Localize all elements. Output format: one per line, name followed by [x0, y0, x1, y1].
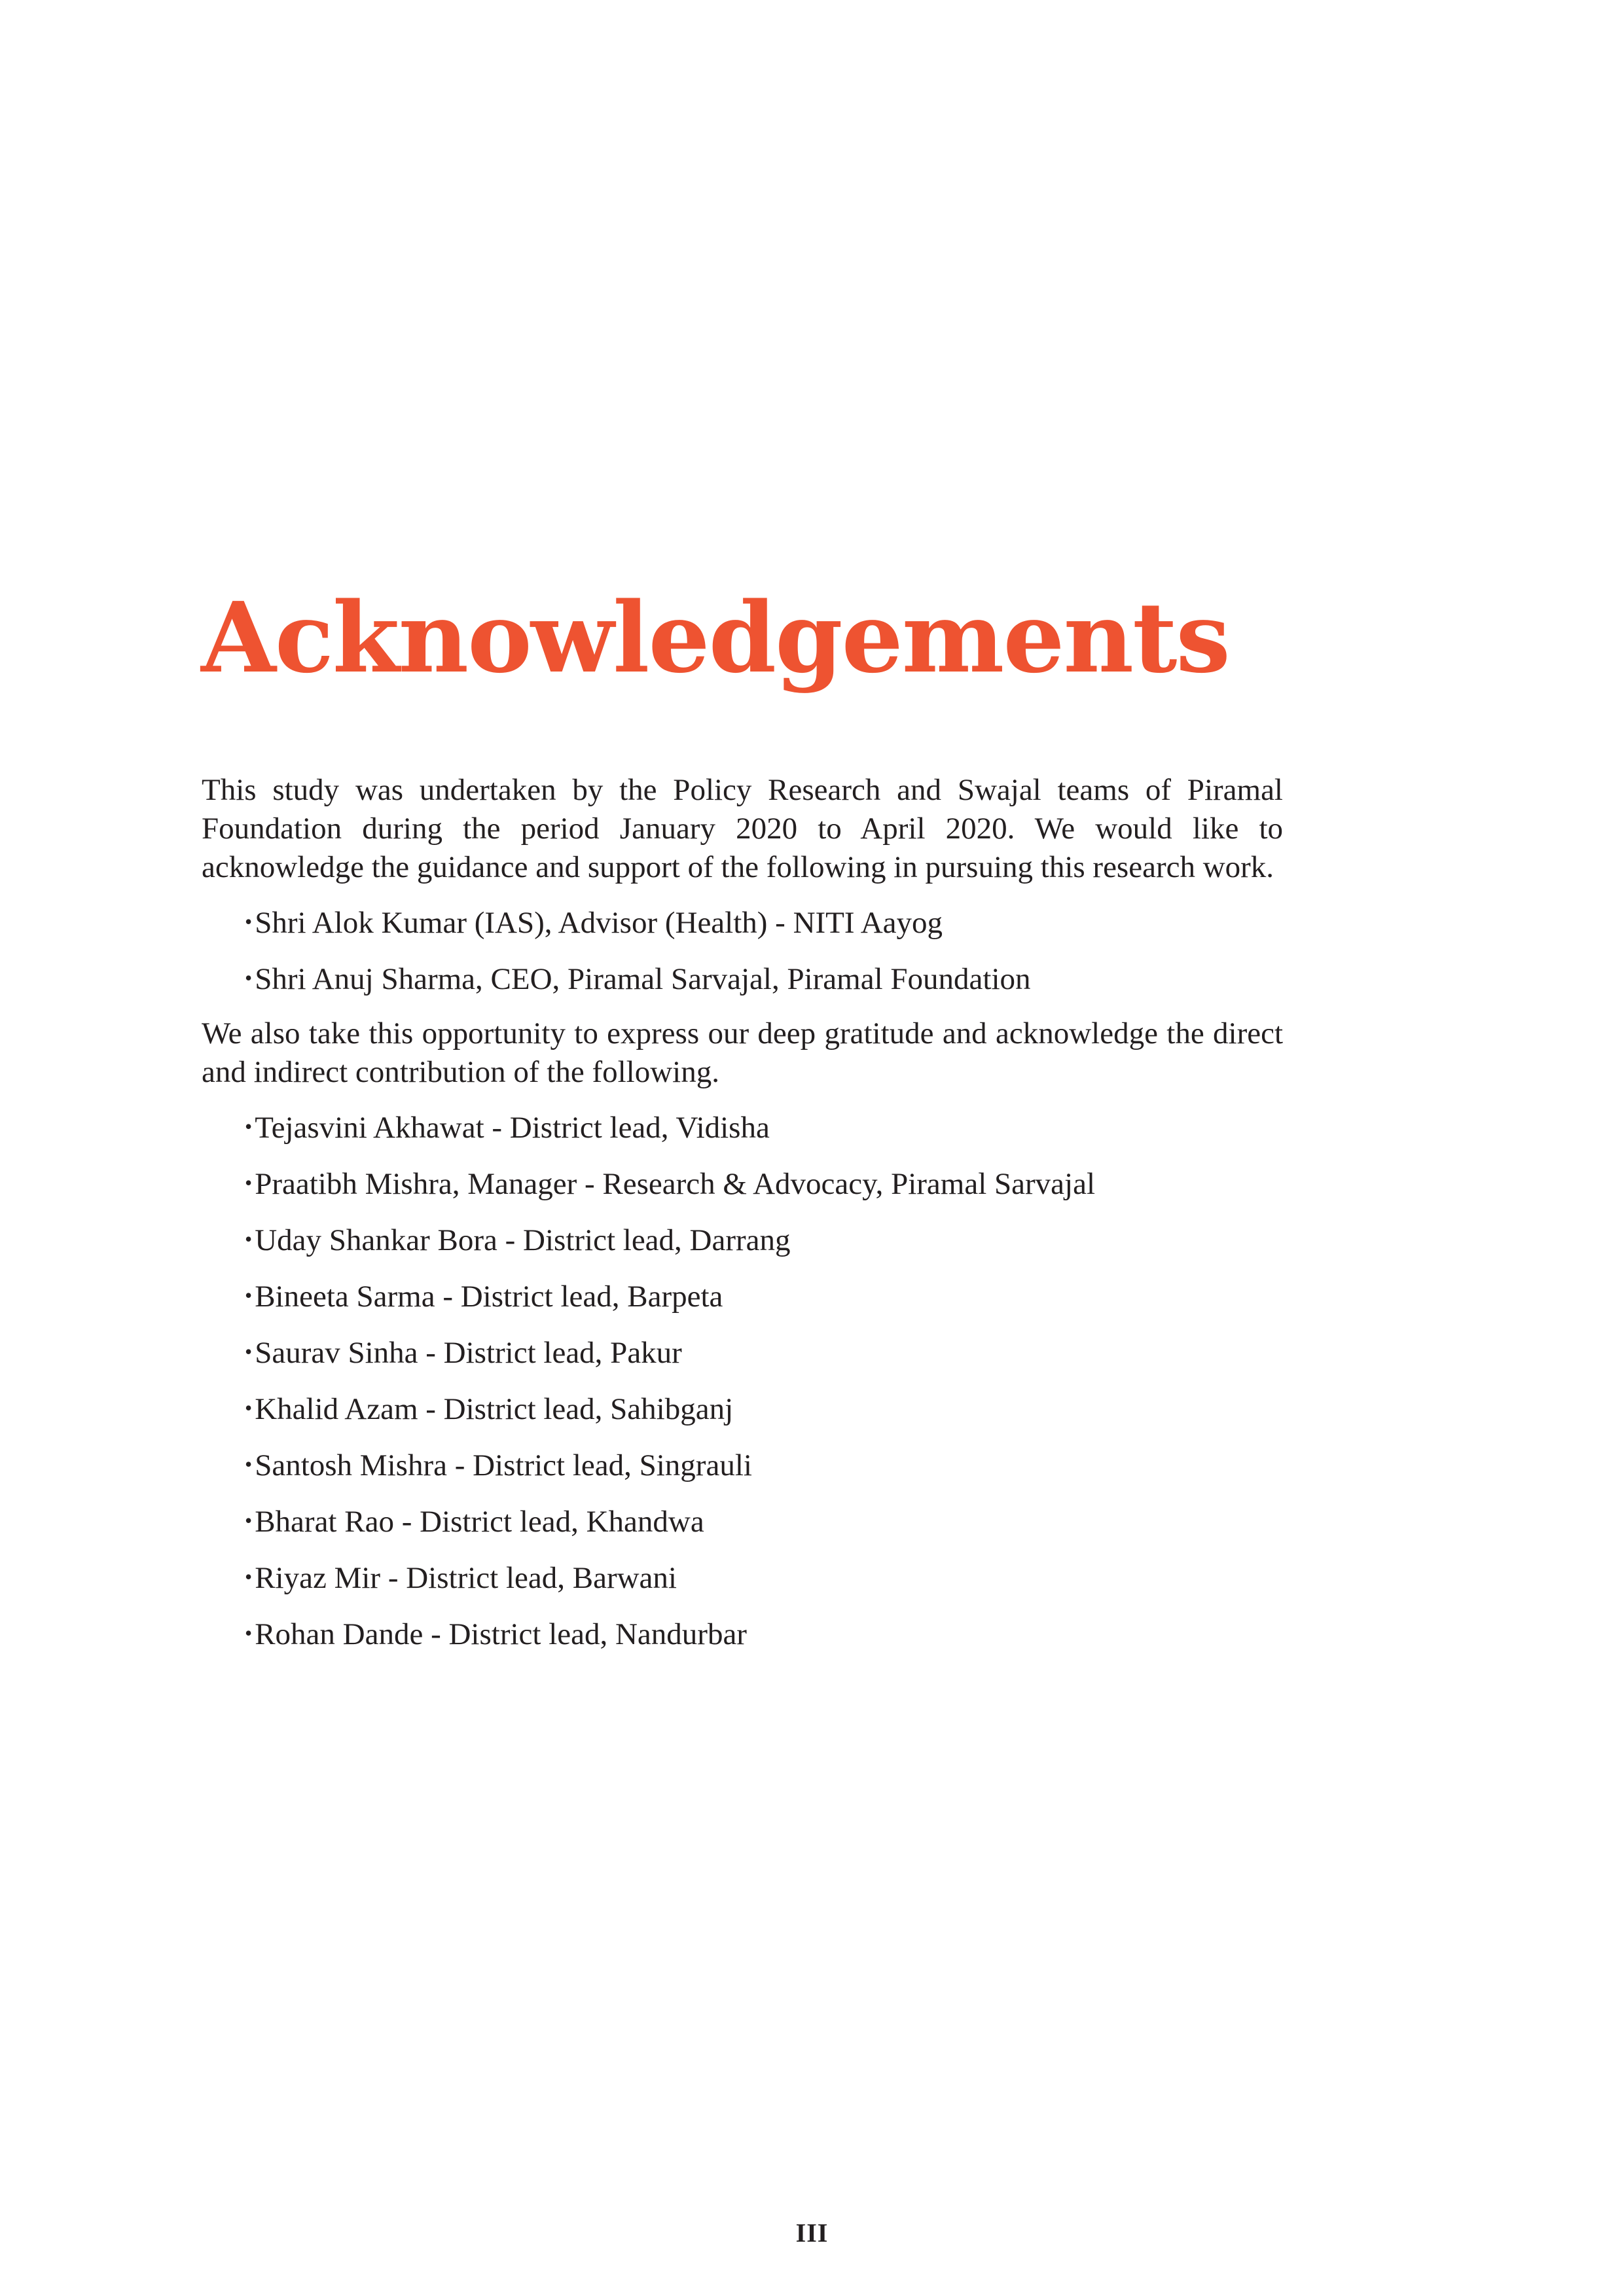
gratitude-paragraph: We also take this opportunity to express our deep gratitude and acknowledge the direct and indirect contribution of the following.	[202, 1016, 1283, 1089]
list-item	[245, 959, 1283, 999]
list-item	[245, 1558, 1283, 1598]
contributor-list	[202, 1107, 1283, 1654]
list-item	[245, 1445, 1283, 1485]
list-item-text: Shri Anuj Sharma, CEO, Piramal Sarvajal, Piramal Foundation	[255, 962, 1031, 996]
list-item-text: Bineeta Sarma - District lead, Barpeta	[255, 1280, 723, 1314]
list-item	[245, 903, 1283, 942]
list-item-text: Bharat Rao - District lead, Khandwa	[255, 1505, 704, 1539]
list-item	[245, 1614, 1283, 1654]
list-item	[245, 1333, 1283, 1372]
list-item-text: Khalid Azam - District lead, Sahibganj	[255, 1392, 734, 1426]
list-item-text: Praatibh Mishra, Manager - Research & Advocacy, Piramal Sarvajal	[255, 1167, 1096, 1201]
list-item	[245, 1501, 1283, 1541]
page-number: III	[795, 2218, 829, 2248]
list-item-text: Tejasvini Akhawat - District lead, Vidisha	[255, 1111, 770, 1145]
list-item-text: Shri Alok Kumar (IAS), Advisor (Health) - NITI Aayog	[255, 906, 943, 940]
list-item	[245, 1276, 1283, 1316]
list-item-text: Uday Shankar Bora - District lead, Darrang	[255, 1223, 791, 1257]
bullet-icon: •	[245, 1227, 253, 1251]
bullet-icon: •	[245, 1171, 253, 1194]
list-item-text: Saurav Sinha - District lead, Pakur	[255, 1336, 682, 1370]
bullet-icon: •	[245, 1340, 253, 1363]
bullet-icon: •	[245, 1509, 253, 1532]
bullet-icon: •	[245, 910, 253, 933]
intro-paragraph: This study was undertaken by the Policy Research and Swajal teams of Piramal Foundation during the period January 2020 to April 2020. We would like to acknowledge the guidance and support of the following in pursuing this research work.	[202, 773, 1283, 884]
list-item-text: Riyaz Mir - District lead, Barwani	[255, 1561, 677, 1595]
list-item-text: Rohan Dande - District lead, Nandurbar	[255, 1617, 747, 1651]
list-item	[245, 1220, 1283, 1260]
bullet-icon: •	[245, 1565, 253, 1588]
bullet-icon: •	[245, 1283, 253, 1307]
bullet-icon: •	[245, 1115, 253, 1138]
bullet-icon: •	[245, 1452, 253, 1476]
list-item-text: Santosh Mishra - District lead, Singrauli	[255, 1448, 752, 1482]
guidance-list	[202, 903, 1283, 999]
list-item	[245, 1107, 1283, 1147]
list-item	[245, 1389, 1283, 1429]
bullet-icon: •	[245, 966, 253, 990]
page-title: Acknowledgements	[201, 581, 1229, 694]
bullet-icon: •	[245, 1621, 253, 1645]
list-item	[245, 1164, 1283, 1204]
body-content	[202, 771, 1283, 1670]
bullet-icon: •	[245, 1396, 253, 1420]
